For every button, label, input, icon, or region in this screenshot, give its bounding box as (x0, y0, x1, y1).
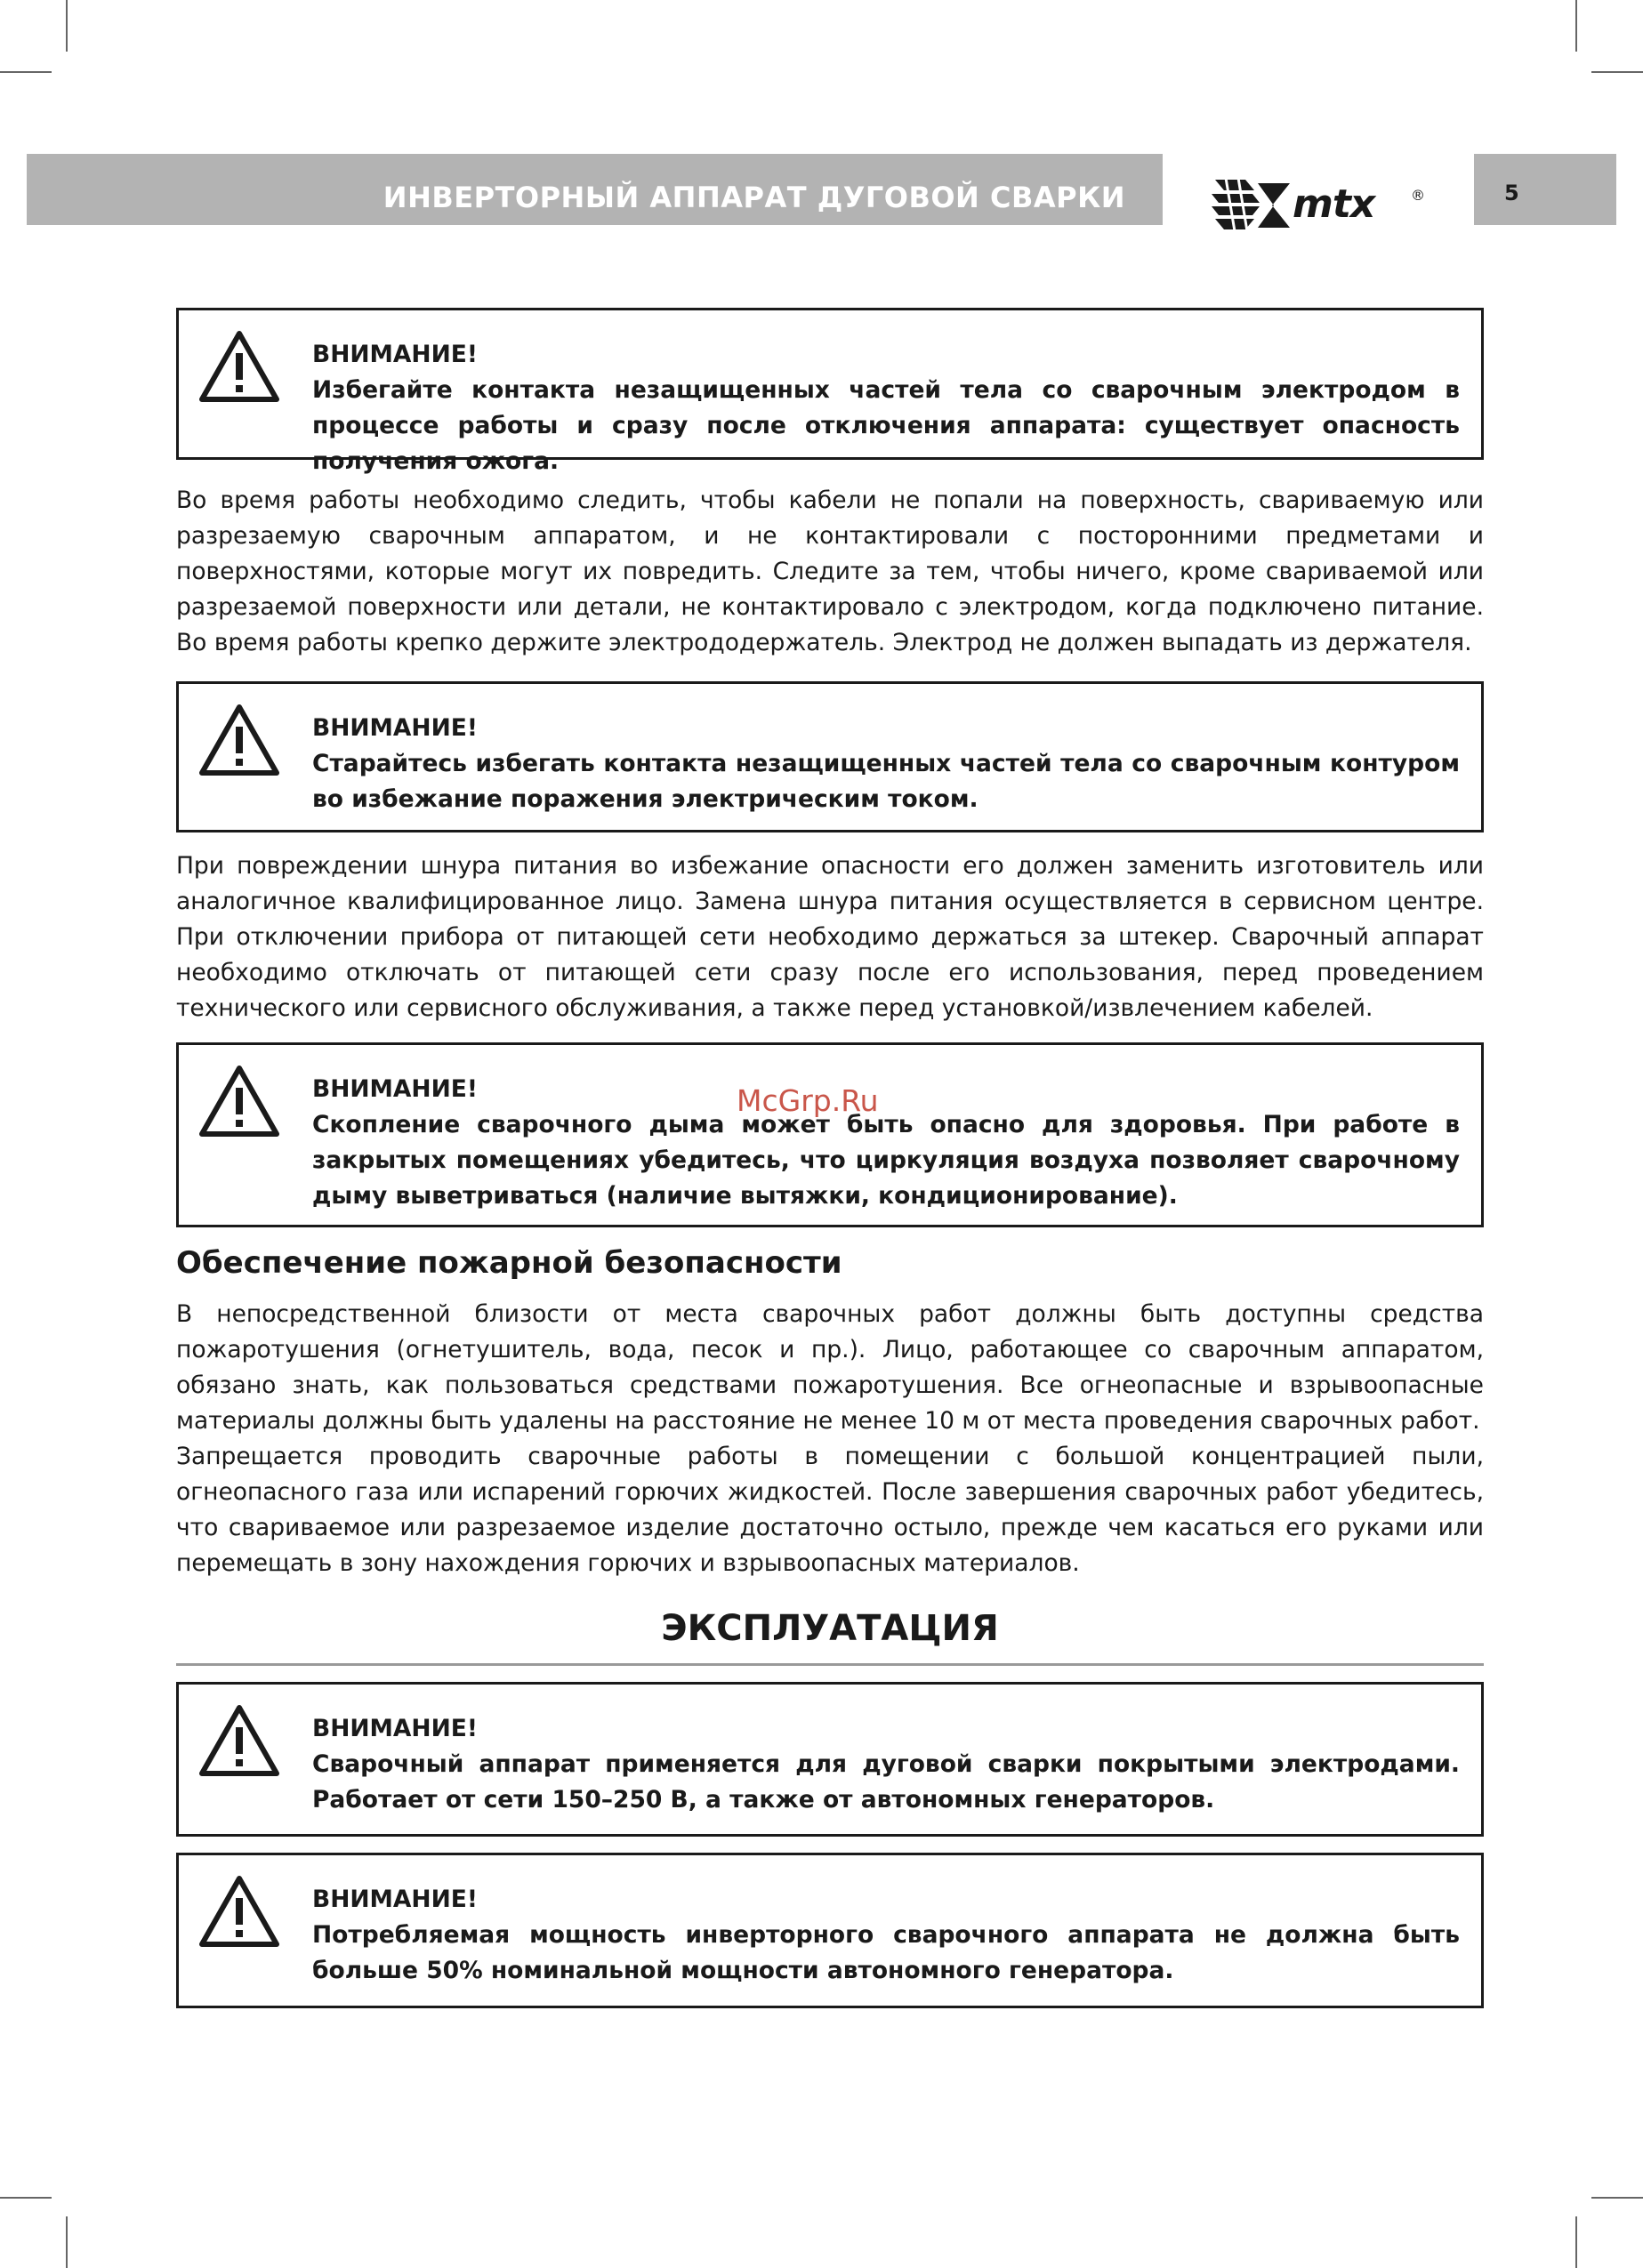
logo-wordmark: mtx (1293, 181, 1375, 227)
crop-mark (1591, 71, 1643, 73)
watermark: McGrp.Ru (737, 1083, 879, 1118)
warning-title: ВНИМАНИЕ! (312, 1075, 478, 1103)
registered-mark: ® (1411, 187, 1425, 204)
warning-triangle-icon (198, 1704, 280, 1777)
crop-mark (66, 0, 68, 52)
paragraph-fire-1: В непосредственной близости от места сварочных работ должны быть доступны средства пожаротушения (огнетушитель, вода, песок и пр.). Лицо, работающее со сварочным аппаратом, обязано знать, как пользоваться средствами пожаротушения. Все огнеопасные и взрывоопасные материалы должны быть удалены на расстояние не менее 10 м от места проведения сварочных работ. (176, 1300, 1484, 1435)
warning-triangle-icon (198, 1875, 280, 1948)
warning-body: Избегайте контакта незащищенных частей тела со сварочным электродом в процессе работы и сразу после отключения аппарата: существует опасность получения ожога. (312, 376, 1460, 475)
warning-title: ВНИМАНИЕ! (312, 1715, 478, 1742)
warning-triangle-icon (198, 330, 280, 403)
paragraph-cables: Во время работы необходимо следить, чтобы кабели не попали на поверхность, свариваемую или разрезаемую сварочным аппаратом, и не контактировали с посторонними предметами и поверхностями, которые могут их повредить. Следите за тем, чтобы ничего, кроме свариваемой или разрезаемой поверхности или детали, не контактировало с электродом, когда подключено питание. Во время работы крепко держите электрододержатель. Электрод не должен выпадать из держателя. (176, 487, 1484, 656)
warning-box-fumes (176, 1042, 1484, 1227)
crop-mark (0, 71, 52, 73)
warning-box-shock (176, 681, 1484, 832)
warning-triangle-icon (198, 1065, 280, 1138)
document-title: ИНВЕРТОРНЫЙ АППАРАТ ДУГОВОЙ СВАРКИ (383, 181, 1125, 214)
paragraph-fire-2: Запрещается проводить сварочные работы в помещении с большой концентрацией пыли, огнеопасного газа или испарений горючих жидкостей. После завершения сварочных работ убедитесь, что свариваемое или разрезаемое изделие достаточно остыло, прежде чем касаться его руками или перемещать в зону нахождения горючих и взрывоопасных материалов. (176, 1443, 1484, 1577)
page-number: 5 (1504, 181, 1519, 205)
warning-title: ВНИМАНИЕ! (312, 714, 478, 742)
page-number-box (1474, 154, 1616, 225)
warning-body: Потребляемая мощность инверторного сварочного аппарата не должна быть больше 50% номинальной мощности автономного генератора. (312, 1921, 1460, 1984)
warning-title: ВНИМАНИЕ! (312, 1886, 478, 1913)
warning-triangle-icon (198, 704, 280, 776)
operation-heading: ЭКСПЛУАТАЦИЯ (661, 1608, 999, 1649)
warning-box-usage (176, 1682, 1484, 1837)
mtx-logo-mark-icon (1208, 174, 1293, 237)
header-bar (27, 154, 1163, 225)
mtx-logo (1208, 174, 1426, 237)
section-divider (176, 1663, 1484, 1666)
crop-mark (0, 2197, 52, 2199)
crop-mark (1575, 2216, 1577, 2268)
warning-body: Скопление сварочного дыма может быть опасно для здоровья. При работе в закрытых помещениях убедитесь, что циркуляция воздуха позволяет сварочному дыму выветриваться (наличие вытяжки, кондиционирование). (312, 1111, 1460, 1210)
warning-box-burn (176, 308, 1484, 475)
crop-mark (1575, 0, 1577, 52)
warning-title: ВНИМАНИЕ! (312, 341, 478, 368)
crop-mark (66, 2216, 68, 2268)
fire-safety-heading: Обеспечение пожарной безопасности (176, 1245, 842, 1281)
warning-body: Сварочный аппарат применяется для дуговой сварки покрытыми электродами. Работает от сети 150–250 В, а также от автономных генераторов. (312, 1750, 1460, 1814)
warning-box-generator (176, 1853, 1484, 2008)
warning-body: Старайтесь избегать контакта незащищенных частей тела со сварочным контуром во избежание поражения электрическим током. (312, 750, 1460, 813)
paragraph-power-cord: При повреждении шнура питания во избежание опасности его должен заменить изготовитель или аналогичное квалифицированное лицо. Замена шнура питания осуществляется в сервисном центре. При отключении прибора от питающей сети необходимо держаться за штекер. Сварочный аппарат необходимо отключать от питающей сети сразу после его использования, перед проведением технического или сервисного обслуживания, а также перед установкой/извлечением кабелей. (176, 852, 1484, 1022)
crop-mark (1591, 2197, 1643, 2199)
